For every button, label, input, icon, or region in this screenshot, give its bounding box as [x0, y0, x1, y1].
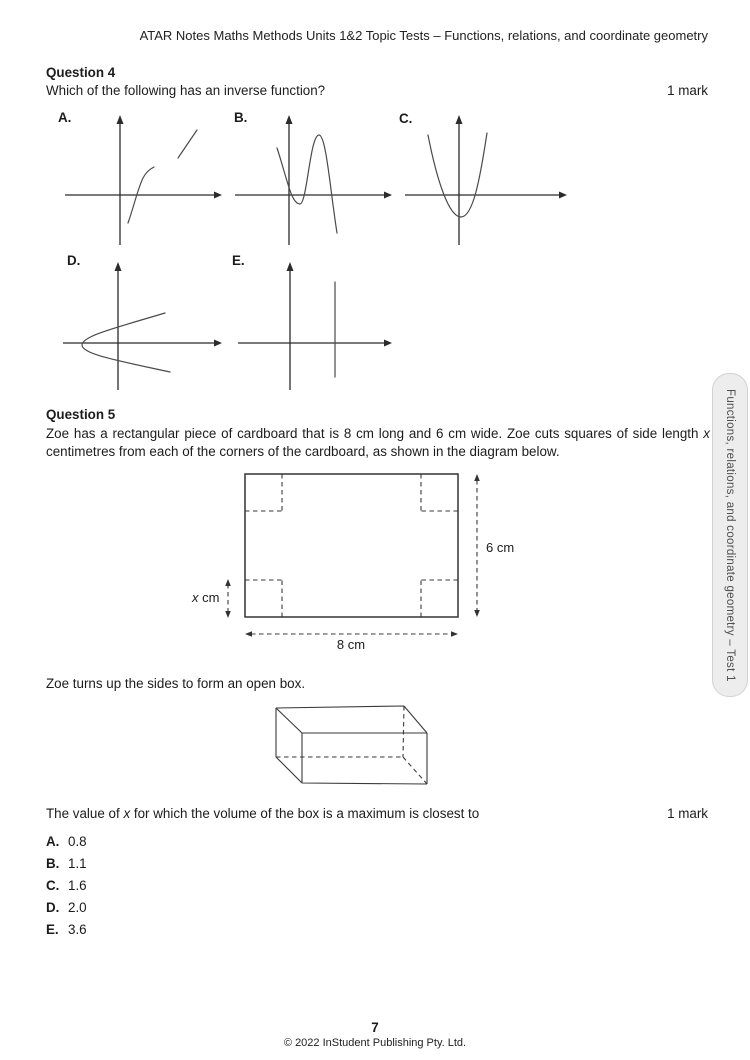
question5-body — [46, 425, 710, 461]
graph-label-d: D. — [67, 253, 81, 268]
option-d — [46, 900, 346, 922]
cut-side-label — [192, 590, 219, 605]
volume-prompt-variable: x — [123, 806, 131, 821]
cut-side-unit: cm — [202, 590, 220, 605]
graph-a-increasing-jump — [55, 103, 235, 245]
graph-e-vertical-line — [225, 248, 405, 390]
cut-side-variable: x — [192, 590, 199, 605]
option-b — [46, 856, 346, 878]
question5-body-line1-variable: x — [703, 426, 710, 441]
option-c-letter: C. — [46, 878, 60, 893]
height-dimension-label: 6 cm — [486, 540, 515, 555]
volume-prompt-row — [46, 806, 708, 821]
option-c — [46, 878, 346, 900]
fold-sentence: Zoe turns up the sides to form an open box. — [46, 676, 306, 691]
volume-prompt — [46, 806, 479, 821]
option-b-letter: B. — [46, 856, 60, 871]
graph-label-e: E. — [232, 253, 245, 268]
option-a — [46, 834, 346, 856]
question4-title: Question 4 — [46, 65, 116, 80]
option-d-value: 2.0 — [68, 900, 87, 915]
option-e-letter: E. — [46, 922, 59, 937]
volume-prompt-part1: The value of — [46, 806, 120, 821]
graph-d-sideways-parabola — [55, 248, 235, 390]
option-a-value: 0.8 — [68, 834, 87, 849]
page-number: 7 — [371, 1020, 379, 1035]
option-d-letter: D. — [46, 900, 60, 915]
answer-options — [46, 834, 346, 944]
question5-marks: 1 mark — [667, 806, 708, 821]
option-c-value: 1.6 — [68, 878, 87, 893]
option-a-letter: A. — [46, 834, 60, 849]
question4-prompt: Which of the following has an inverse function? — [46, 83, 326, 98]
volume-prompt-part2: for which the volume of the box is a maximum is closest to — [133, 806, 480, 821]
question5-body-line2: centimetres from each of the corners of the cardboard, as shown in the diagram below. — [46, 444, 560, 459]
chapter-side-tab: Functions, relations, and coordinate geometry – Test 1 — [712, 373, 748, 697]
graph-label-b: B. — [234, 110, 248, 125]
graph-label-c: C. — [399, 111, 413, 126]
graph-b-cubic — [225, 103, 405, 245]
question4-prompt-row — [46, 83, 708, 98]
width-dimension-label: 8 cm — [336, 637, 366, 652]
question4-marks: 1 mark — [667, 83, 708, 98]
page-header-title: ATAR Notes Maths Methods Units 1&2 Topic Tests – Functions, relations, and coordinate geometry — [139, 28, 708, 43]
question5-title: Question 5 — [46, 407, 116, 422]
option-b-value: 1.1 — [68, 856, 87, 871]
option-e — [46, 922, 346, 944]
question5-body-line1-text: Zoe has a rectangular piece of cardboard that is 8 cm long and 6 cm wide. Zoe cuts squares of side length — [46, 426, 699, 441]
open-box-diagram — [260, 695, 460, 795]
question5-body-line1 — [46, 425, 710, 443]
copyright-notice: © 2022 InStudent Publishing Pty. Ltd. — [283, 1037, 467, 1049]
graph-c-parabola — [395, 103, 575, 245]
cardboard-diagram — [180, 460, 540, 660]
graph-label-a: A. — [58, 110, 72, 125]
option-e-value: 3.6 — [68, 922, 87, 937]
